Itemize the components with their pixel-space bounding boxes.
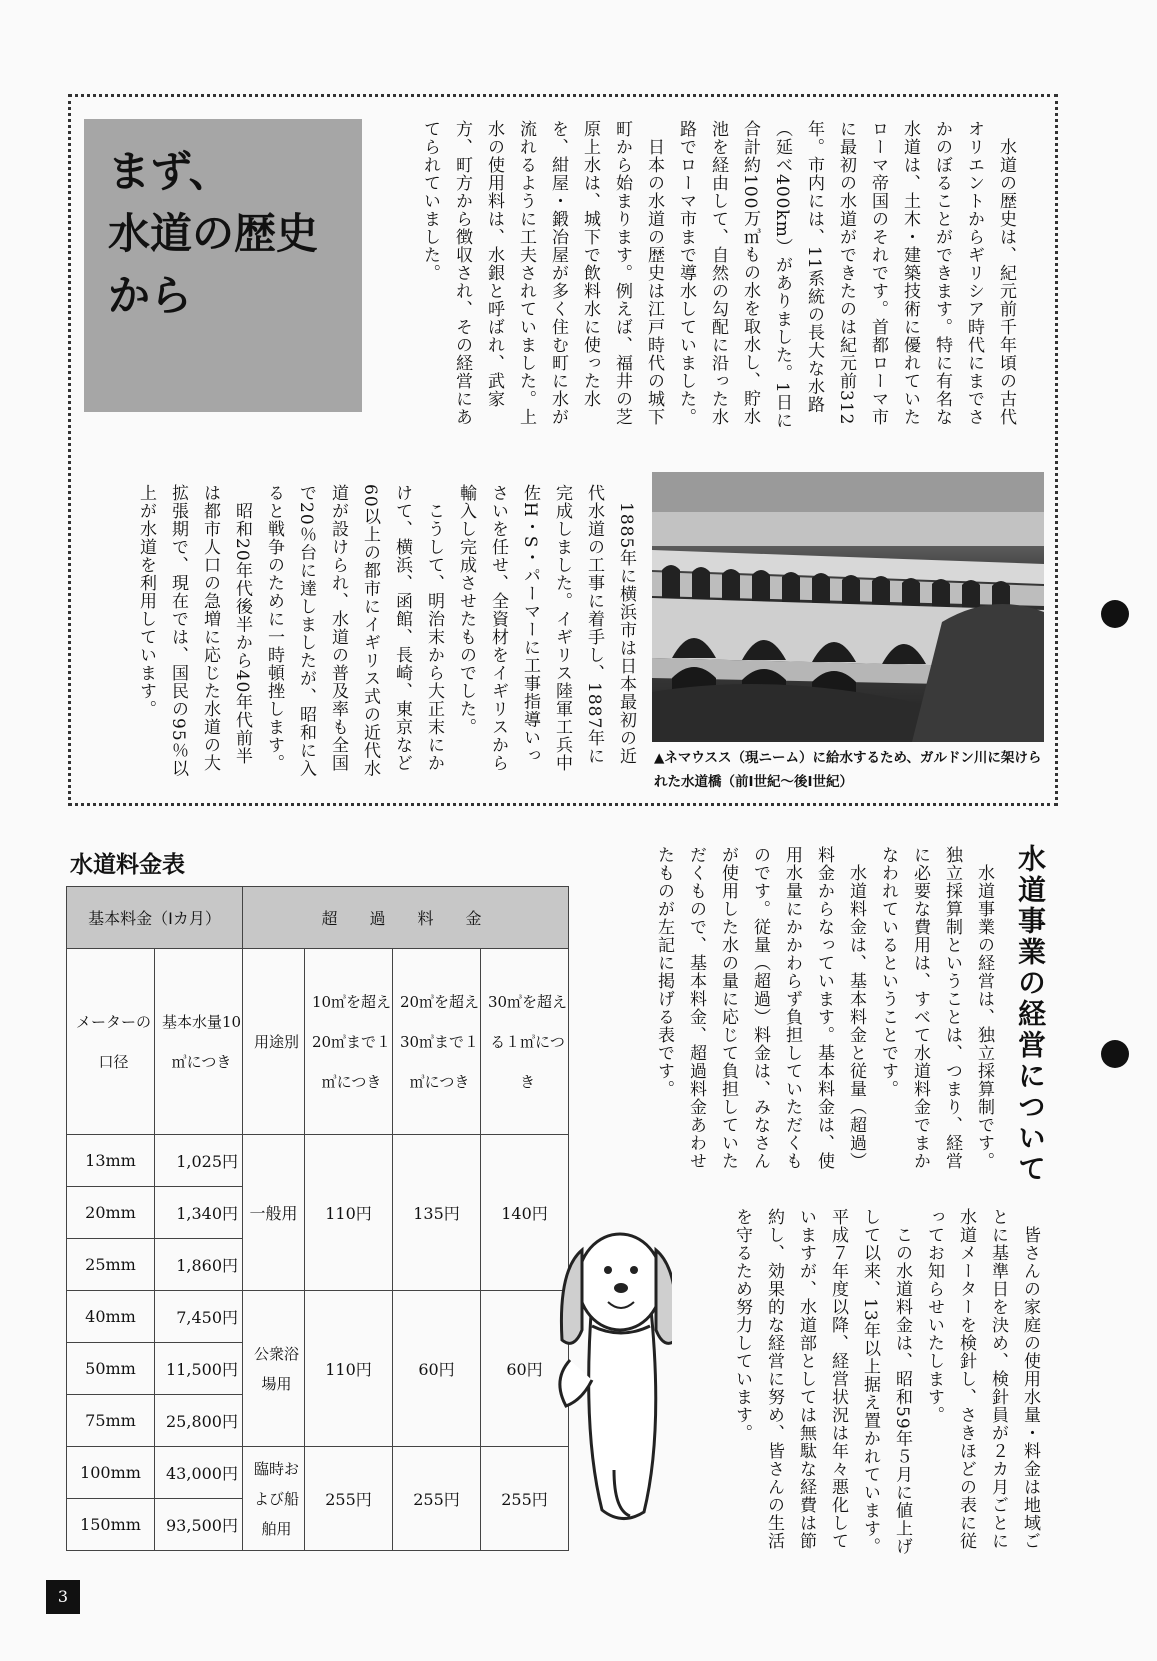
header-excess-fee: 超 過 料 金 bbox=[243, 887, 569, 949]
col-usage-type: 用途別 bbox=[243, 949, 305, 1135]
mascot-dog-illustration bbox=[552, 1230, 672, 1530]
meter-size: 50mm bbox=[67, 1343, 155, 1395]
meter-size: 100mm bbox=[67, 1447, 155, 1499]
management-text-1: 水道事業の経営は、独立採算制です。独立採算制ということは、つまり、経営に必要な費用は、すべて水道料金でまかなわれているということです。 水道料金は、基本料金と従量（超過）料金からなっています。基本料金は、使用水量にかかわらず負担していただくものです。従量（超過）料金は、みなさんが使用した水の量に応じて負担していただくもので、基本料金、超過料金あわせたものが左記に掲げる表です。 bbox=[654, 846, 994, 1170]
history-title-line-1: まず、 bbox=[108, 147, 231, 196]
basic-price: 1,340円 bbox=[155, 1187, 243, 1239]
binder-hole bbox=[1101, 600, 1129, 628]
col-excess-20-30: 20㎥を超え30㎥まで１㎥につき bbox=[393, 949, 481, 1135]
meter-size: 25mm bbox=[67, 1239, 155, 1291]
excess-bath-2: 60円 bbox=[393, 1291, 481, 1447]
meter-size: 40mm bbox=[67, 1291, 155, 1343]
meter-size: 75mm bbox=[67, 1395, 155, 1447]
history-title-box bbox=[84, 119, 362, 412]
excess-general-3: 140円 bbox=[481, 1135, 569, 1291]
meter-size: 13mm bbox=[67, 1135, 155, 1187]
management-title: 水道事業の経営について bbox=[1014, 844, 1047, 1185]
col-meter-diameter: メーターの口径 bbox=[67, 949, 155, 1135]
excess-temp-2: 255円 bbox=[393, 1447, 481, 1551]
management-text-2: 皆さんの家庭の使用水量・料金は地域ごとに基準日を決め、検針員が２カ月ごとに水道メーターを検針し、さきほどの表に従ってお知らせいたします。 この水道料金は、昭和59年５月に値上げして以来、13年以上据え置かれています。平成７年度以降、経営状況は年々悪化していますが、水道部としては無駄な経費は節約し、効果的な経営に努め、皆さんの生活を守るため努力しています。 bbox=[732, 1208, 1040, 1556]
history-text-modern: 1885年に横浜市は日本最初の近代水道の工事に着手し、1887年に完成しました。イギリス陸軍工兵中佐H・S・パーマーに工事指導いっさいを任せ、全資材をイギリスから輸入し完成させたものでした。 こうして、明治末から大正末にかけて、横浜、函館、長崎、東京など60以上の都市にイギリス式の近代水道が設けられ、水道の普及率も全国で20％台に達しましたが、昭和に入ると戦争のために一時頓挫します。 昭和20年代後半から40年代前半は都市人口の急増に応じた水道の大拡張期で、現在では、国民の95％以上が水道を利用しています。 bbox=[136, 484, 636, 778]
basic-price: 43,000円 bbox=[155, 1447, 243, 1499]
usage-temporary-ships: 臨時および船舶用 bbox=[243, 1447, 305, 1551]
rates-table bbox=[66, 886, 569, 1551]
excess-temp-1: 255円 bbox=[305, 1447, 393, 1551]
meter-size: 150mm bbox=[67, 1499, 155, 1551]
col-basic-volume: 基本水量10㎥につき bbox=[155, 949, 243, 1135]
col-excess-over-30: 30㎥を超える１㎥につき bbox=[481, 949, 569, 1135]
basic-price: 7,450円 bbox=[155, 1291, 243, 1343]
binder-hole bbox=[1101, 1040, 1129, 1068]
aqueduct-photo bbox=[652, 472, 1044, 742]
excess-general-2: 135円 bbox=[393, 1135, 481, 1291]
usage-public-bath: 公衆浴場用 bbox=[243, 1291, 305, 1447]
history-text-ancient: 水道の歴史は、紀元前千年頃の古代オリエントからギリシア時代にまでさかのぼることができます。特に有名な水道は、土木・建築技術に優れていたローマ帝国のそれです。首都ローマ市に最初の水道ができたのは紀元前312年。市内には、11系統の長大な水路（延べ400km）がありました。1日に合計約100万㎥もの水を取水し、貯水池を経由して、自然の勾配に沿った水路でローマ市まで導水していました。 日本の水道の歴史は江戸時代の城下町から始まります。例えば、福井の芝原上水は、城下で飲料水に使った水を、紺屋・鍛冶屋が多く住む町に水が流れるように工夫されていました。上水の使用料は、水銀と呼ばれ、武家方、町方から徴収され、その経営にあてられていました。 bbox=[420, 120, 1016, 430]
photo-caption: ▲ネマウスス（現ニーム）に給水するため、ガルドン川に架けられた水道橋（前Ⅰ世紀～後Ⅰ世紀） bbox=[654, 750, 1042, 790]
rates-table-title: 水道料金表 bbox=[70, 852, 185, 878]
usage-general: 一般用 bbox=[243, 1135, 305, 1291]
header-basic-fee: 基本料金（Ⅰカ月） bbox=[67, 887, 243, 949]
history-title-line-3: から bbox=[108, 271, 193, 320]
excess-bath-3: 60円 bbox=[481, 1291, 569, 1447]
excess-bath-1: 110円 bbox=[305, 1291, 393, 1447]
excess-temp-3: 255円 bbox=[481, 1447, 569, 1551]
basic-price: 1,860円 bbox=[155, 1239, 243, 1291]
basic-price: 1,025円 bbox=[155, 1135, 243, 1187]
col-excess-10-20: 10㎥を超え20㎥まで１㎥につき bbox=[305, 949, 393, 1135]
basic-price: 93,500円 bbox=[155, 1499, 243, 1551]
meter-size: 20mm bbox=[67, 1187, 155, 1239]
history-title-line-2: 水道の歴史 bbox=[108, 209, 319, 258]
basic-price: 25,800円 bbox=[155, 1395, 243, 1447]
page-number: 3 bbox=[46, 1580, 80, 1614]
excess-general-1: 110円 bbox=[305, 1135, 393, 1291]
basic-price: 11,500円 bbox=[155, 1343, 243, 1395]
